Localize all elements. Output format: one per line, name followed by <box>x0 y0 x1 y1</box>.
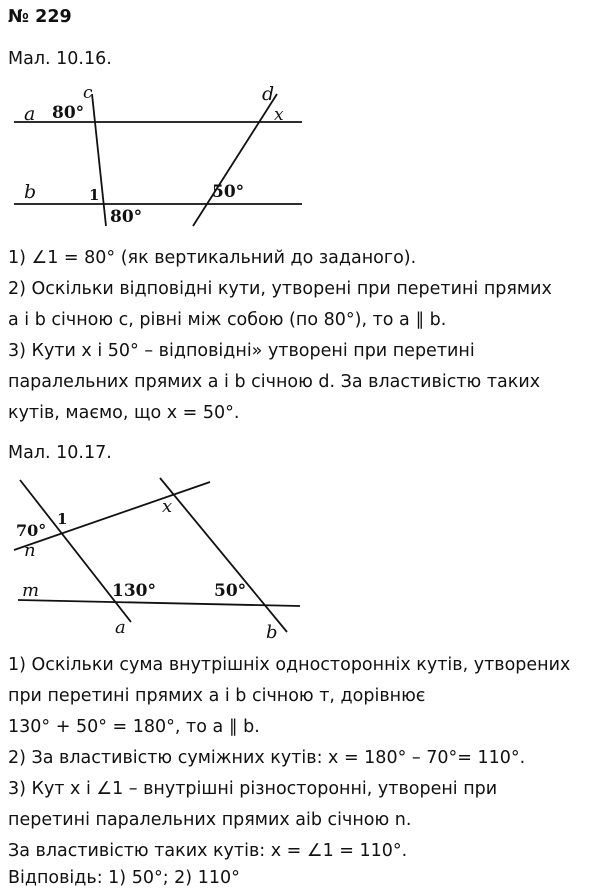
label-angle-50: 50° <box>212 182 245 202</box>
label-c: c <box>83 83 93 103</box>
label-angle-70: 70° <box>16 521 47 540</box>
fig1-solution-line-5: паралельних прямих a і b січною d. За властивістю таких <box>8 372 541 392</box>
label-angle-bottom: 80° <box>110 207 143 227</box>
label-a: a <box>115 617 126 638</box>
label-b: b <box>24 181 37 203</box>
fig2-solution-line-4: 2) За властивістю суміжних кутів: x = 180° – 70°= 110°. <box>8 748 526 768</box>
label-angle-1: 1 <box>89 186 100 204</box>
fig2-solution-line-1: 1) Оскільки сума внутрішніх односторонніх кутів, утворених <box>8 655 571 675</box>
label-angle-top: 80° <box>52 103 85 123</box>
fig2-solution-line-3: 130° + 50° = 180°, то a ∥ b. <box>8 717 260 737</box>
fig1-solution-line-2: 2) Оскільки відповідні кути, утворені при перетині прямих <box>8 279 552 299</box>
label-a: a <box>24 103 36 125</box>
label-x: x <box>274 105 284 125</box>
line-c <box>92 94 106 226</box>
final-answer: Відповідь: 1) 50°; 2) 110° <box>8 868 240 888</box>
label-m: m <box>22 580 40 601</box>
line-d <box>193 94 277 226</box>
line-m <box>18 600 300 606</box>
label-angle-130: 130° <box>112 581 156 601</box>
label-angle-50: 50° <box>214 581 247 601</box>
fig1-solution-line-1: 1) ∠1 = 80° (як вертикальний до заданого). <box>8 248 417 268</box>
problem-number: № 229 <box>8 7 72 27</box>
fig2-solution-line-2: при перетині прямих a і b січною т, дорівнює <box>8 686 426 706</box>
figure-2-caption: Мал. 10.17. <box>8 443 112 463</box>
label-d: d <box>262 83 275 105</box>
figure-1-diagram <box>0 80 330 230</box>
figure-1-caption: Мал. 10.16. <box>8 49 112 69</box>
fig1-solution-line-3: a і b січною c, рівні між собою (по 80°), то a ∥ b. <box>8 310 447 330</box>
line-b <box>160 478 287 632</box>
label-b: b <box>266 622 278 643</box>
figure-2-diagram <box>0 470 320 643</box>
fig1-solution-line-4: 3) Кути x і 50° – відповідні» утворені при перетині <box>8 341 475 361</box>
fig2-solution-line-6: перетині паралельних прямих aib січною n. <box>8 810 412 830</box>
fig1-solution-line-6: кутів, маємо, що x = 50°. <box>8 403 240 423</box>
label-angle-1: 1 <box>57 510 68 528</box>
label-x: x <box>162 496 173 517</box>
label-n: n <box>24 540 36 561</box>
fig2-solution-line-7: За властивістю таких кутів: x = ∠1 = 110°. <box>8 841 408 861</box>
fig2-solution-line-5: 3) Кут x і ∠1 – внутрішні різносторонні, утворені при <box>8 779 498 799</box>
